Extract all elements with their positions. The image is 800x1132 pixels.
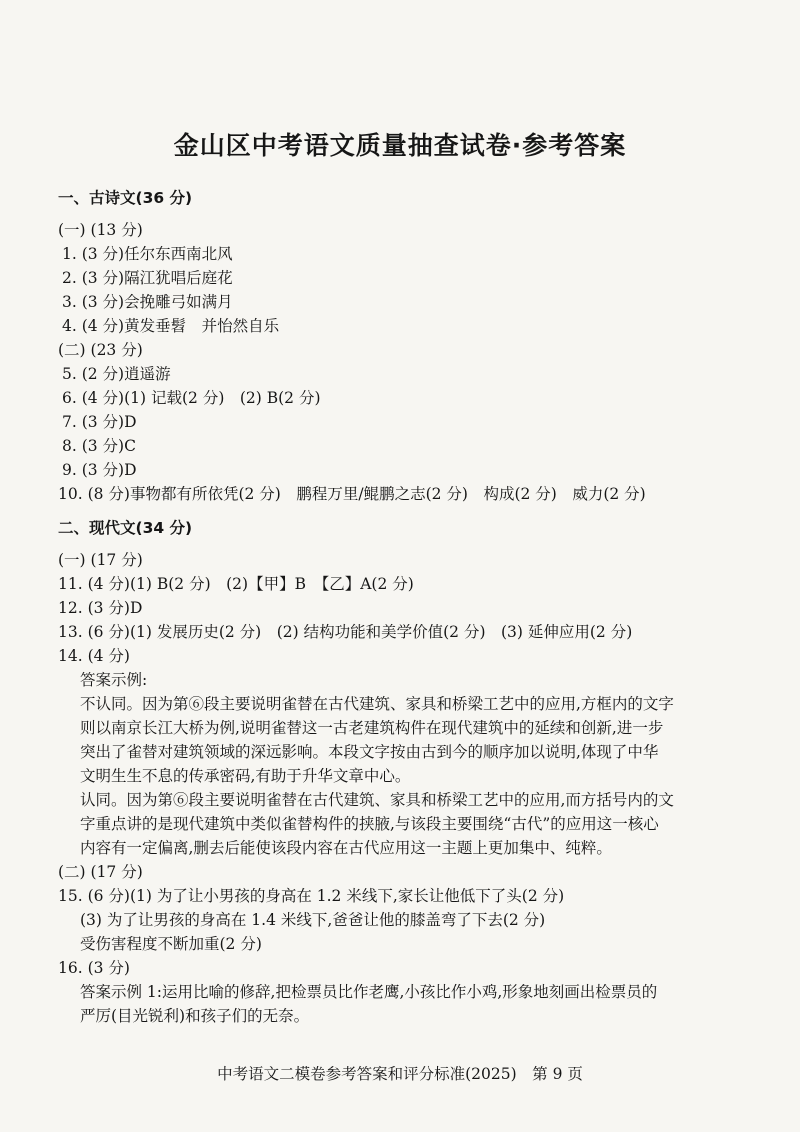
section-heading: 二、现代文(34 分) bbox=[58, 519, 193, 537]
answer-line: 则以南京长江大桥为例,说明雀替这一古老建筑构件在现代建筑中的延续和创新,进一步 bbox=[80, 719, 664, 737]
answer-line: (一) (13 分) bbox=[58, 221, 143, 239]
answer-line: 内容有一定偏离,删去后能使该段内容在古代应用这一主题上更加集中、纯粹。 bbox=[80, 839, 612, 857]
answer-line: 13. (6 分)(1) 发展历史(2 分) (2) 结构功能和美学价值(2 分) (3) 延伸应用(2 分) bbox=[58, 623, 633, 641]
page-title: 金山区中考语文质量抽查试卷·参考答案 bbox=[173, 131, 627, 160]
answer-line: 文明生生不息的传承密码,有助于升华文章中心。 bbox=[80, 767, 411, 785]
answer-line: 受伤害程度不断加重(2 分) bbox=[80, 935, 262, 953]
answer-line: (一) (17 分) bbox=[58, 551, 143, 569]
answer-line: 9. (3 分)D bbox=[62, 461, 137, 479]
answer-line: 严厉(目光锐利)和孩子们的无奈。 bbox=[80, 1007, 310, 1025]
answer-line: 15. (6 分)(1) 为了让小男孩的身高在 1.2 米线下,家长让他低下了头(2 分) bbox=[58, 887, 565, 905]
answer-line: 14. (4 分) bbox=[58, 647, 130, 665]
answer-line: 字重点讲的是现代建筑中类似雀替构件的挟腋,与该段主要围绕“古代”的应用这一核心 bbox=[80, 815, 659, 833]
answer-line: 答案示例 1:运用比喻的修辞,把检票员比作老鹰,小孩比作小鸡,形象地刻画出检票员的 bbox=[80, 983, 658, 1001]
answer-line: 6. (4 分)(1) 记载(2 分) (2) B(2 分) bbox=[62, 389, 321, 407]
answer-line: 8. (3 分)C bbox=[62, 437, 136, 455]
answer-line: 12. (3 分)D bbox=[58, 599, 143, 617]
answer-line: 1. (3 分)任尔东西南北风 bbox=[62, 245, 233, 263]
answer-line: 10. (8 分)事物都有所依凭(2 分) 鹏程万里/鲲鹏之志(2 分) 构成(2 分) 威力(2 分) bbox=[58, 485, 646, 503]
answer-line: (二) (17 分) bbox=[58, 863, 143, 881]
answer-line: 7. (3 分)D bbox=[62, 413, 137, 431]
answer-line: 认同。因为第⑥段主要说明雀替在古代建筑、家具和桥梁工艺中的应用,而方括号内的文 bbox=[80, 791, 674, 809]
section-heading: 一、古诗文(36 分) bbox=[58, 189, 193, 207]
answer-line: (二) (23 分) bbox=[58, 341, 143, 359]
answer-line: 突出了雀替对建筑领域的深远影响。本段文字按由古到今的顺序加以说明,体现了中华 bbox=[80, 743, 659, 761]
page-footer: 中考语文二模卷参考答案和评分标准(2025) 第 9 页 bbox=[217, 1065, 583, 1083]
answer-line: 4. (4 分)黄发垂髫 并怡然自乐 bbox=[62, 317, 280, 335]
answer-line: 不认同。因为第⑥段主要说明雀替在古代建筑、家具和桥梁工艺中的应用,方框内的文字 bbox=[80, 695, 674, 713]
answer-line: 16. (3 分) bbox=[58, 959, 130, 977]
answer-line: (3) 为了让男孩的身高在 1.4 米线下,爸爸让他的膝盖弯了下去(2 分) bbox=[80, 911, 546, 929]
answer-line: 5. (2 分)逍遥游 bbox=[62, 365, 171, 383]
answer-line: 2. (3 分)隔江犹唱后庭花 bbox=[62, 269, 233, 287]
answer-line: 11. (4 分)(1) B(2 分) (2)【甲】B 【乙】A(2 分) bbox=[58, 575, 414, 593]
answer-line: 答案示例: bbox=[80, 671, 148, 689]
answer-line: 3. (3 分)会挽雕弓如满月 bbox=[62, 293, 233, 311]
